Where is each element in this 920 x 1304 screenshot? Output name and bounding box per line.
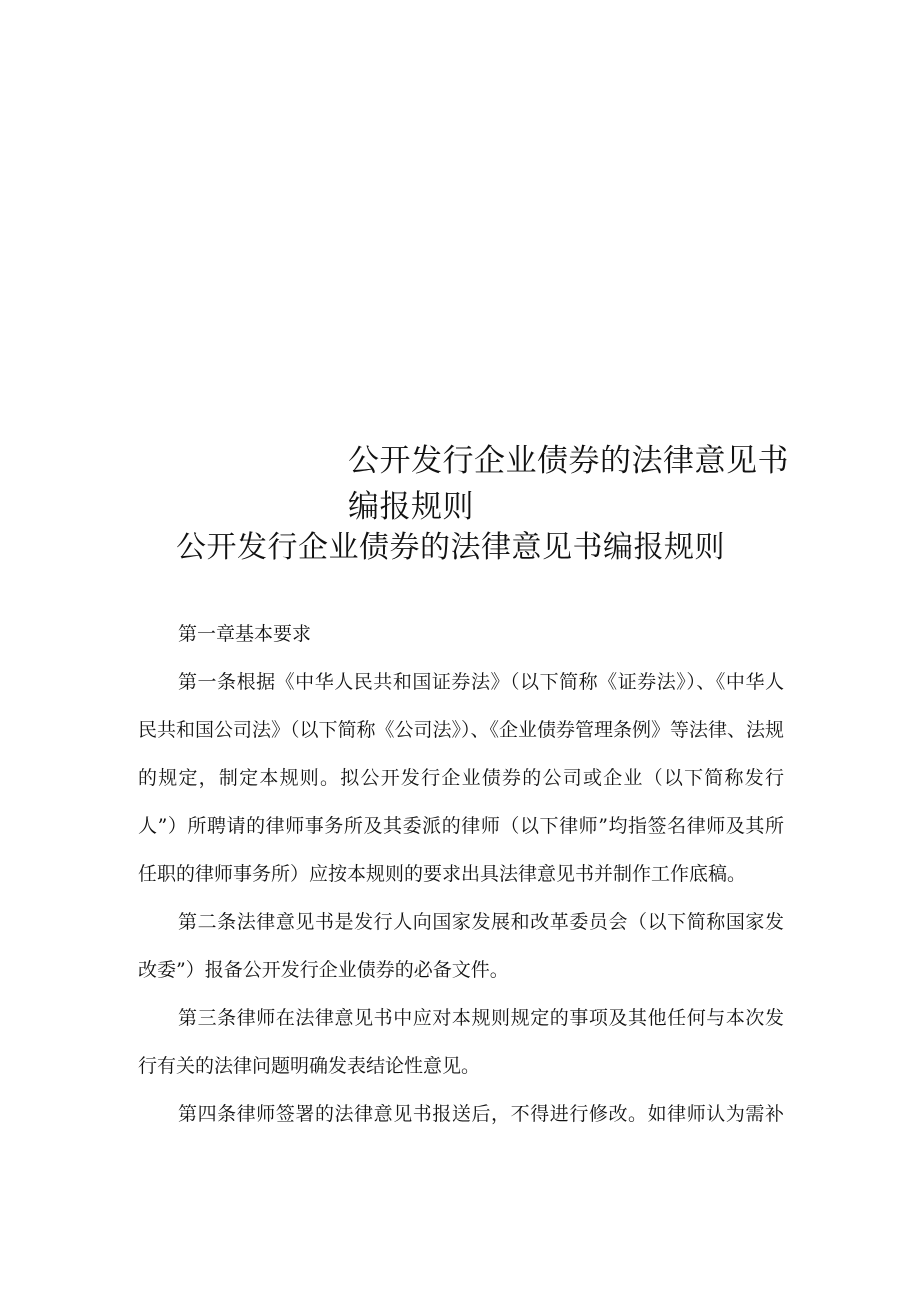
cover-title-line-2: 编报规则 — [348, 489, 474, 525]
document-title: 公开发行企业债券的法律意见书编报规则 — [176, 530, 725, 565]
article-3: 第三条律师在法律意见书中应对本规则规定的事项及其他任何与本次发行有关的法律问题明确发表结论性意见。 — [138, 1007, 784, 1077]
chapter-heading: 第一章基本要求 — [178, 623, 312, 645]
article-4: 第四条律师签署的法律意见书报送后，不得进行修改。如律师认为需补 — [178, 1103, 784, 1125]
article-1: 第一条根据《中华人民共和国证券法》（以下简称《证券法》）、《中华人民共和国公司法》（以下简称《公司法》）、《企业债券管理条例》等法律、法规的规定，制定本规则。拟公开发行企业债券的公司或企业（以下简称发行人”）所聘请的律师事务所及其委派的律师（以下律师”均指签名律师及其所任职的律师事务所）应按本规则的要求出具法律意见书并制作工作底稿。 — [138, 671, 785, 885]
document-body — [138, 610, 784, 1138]
article-2: 第二条法律意见书是发行人向国家发展和改革委员会（以下简称国家发改委”）报备公开发行企业债券的必备文件。 — [138, 911, 784, 981]
cover-title-line-1: 公开发行企业债券的法律意见书 — [348, 443, 789, 479]
